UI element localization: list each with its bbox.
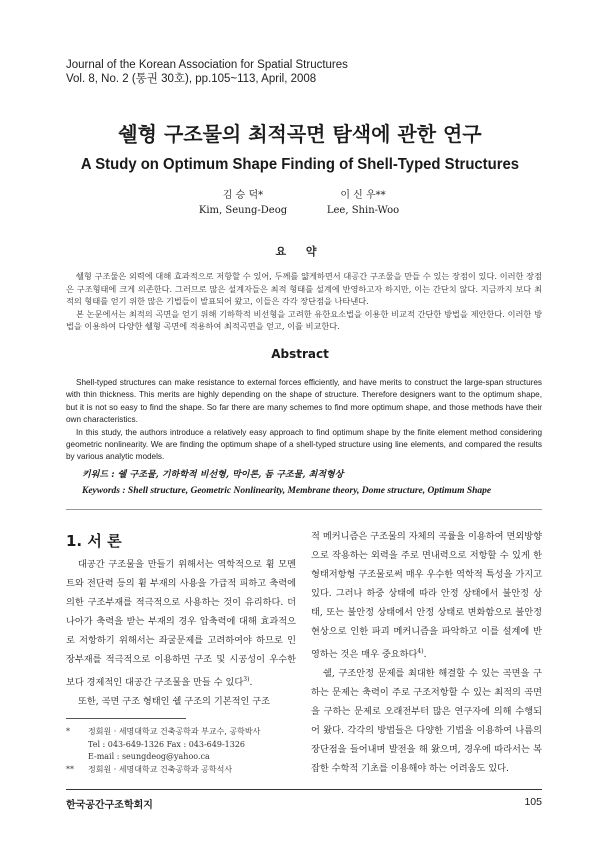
body-left-column — [66, 555, 296, 711]
footnote-rule — [66, 718, 186, 719]
footnote-phone: Tel : 043-649-1326 Fax : 043-649-1326 — [88, 739, 246, 749]
footnote-1 — [66, 726, 306, 739]
body-paragraph: 쉘, 구조안정 문제를 최대한 해결할 수 있는 곡면을 구하는 문제는 축력이 주로 구조저항할 수 있는 최적의 곡면을 구하는 문제로 오래전부터 많은 연구자에 의해 수행되어 왔다. 각각의 방법들은 다양한 기법을 이용하여 나름의 장단점을 들어내며 발전을 해 왔으며, 경우에 따라서는 복잡한 수학적 기초를 이용해야 하는 어려움도 있다. — [311, 667, 542, 775]
author-2-name-ko: 이 신 우** — [340, 190, 386, 201]
footnote-2 — [66, 764, 306, 777]
korean-abstract-para-1: 쉘형 구조물은 외력에 대해 효과적으로 저항할 수 있어, 두께를 얇게하면서 대공간 구조물을 만들 수 있는 장점이 있다. 이러한 장점은 구조형태에 크게 의존한다. 그러므로 많은 설계자들은 최적 형태를 설계에 반영하고자 하지만, 이는 간단치 않다. 지금까지 보다 최적의 형태를 얻기 위한 많은 기법들이 발표되어 왔고, 이들은 각각 장단점을 나타낸다. — [66, 271, 542, 307]
footer-rule — [66, 789, 542, 790]
footnote-affiliation: 정회원 · 세명대학교 건축공학과 부교수, 공학박사 — [88, 727, 261, 736]
abstract-heading: Abstract — [271, 347, 329, 361]
citation-ref: 4) — [417, 647, 424, 655]
footnote-marker: * — [66, 727, 70, 736]
author-2-name-en: Lee, Shin-Woo — [326, 205, 400, 216]
page-number: 105 — [524, 796, 542, 808]
section-1-heading: 1. 서 론 — [66, 532, 122, 550]
footnote-affiliation: 정회원 · 세명대학교 건축공학과 공학석사 — [88, 765, 233, 775]
section-divider — [66, 509, 542, 510]
footnote-marker: ** — [66, 765, 74, 775]
footnote-email: E-mail : seungdeog@yahoo.ca — [88, 752, 210, 762]
body-paragraph: 대공간 구조물을 만들기 위해서는 역학적으로 휨 모멘트와 전단력 등의 휨 부재의 사용을 가급적 피하고 축력에 의한 구조부재를 적극적으로 사용하는 것이 유리하다. 더 나아가 축력을 받는 부재의 경우 압축력에 대해 효과적으로 저항하기 위해서는 좌굴문제를 고려하여야 하므로 인장부재를 적극적으로 이용하면 구조 및 시공성이 우수한 보다 경제적인 대공간 구조물을 만들 수 있다$^{3)}$. — [66, 559, 296, 688]
journal-name: Journal of the Korean Association for Spatial Structures — [66, 59, 348, 71]
journal-header — [66, 58, 348, 86]
abstract-para-2: In this study, the authors introduce a relatively easy approach to find optimum shape by the finite element method considering geometric nonlinearity. We are finding the optimum shape of a shell-typed structure using line elements, and compared the results by various analytic models. — [66, 427, 542, 462]
title-korean: 쉘형 구조물의 최적곡면 탐색에 관한 연구 — [118, 122, 482, 146]
body-paragraph: 적 메커니즘은 구조물의 자체의 곡률을 이용하여 면외방향으로 작용하는 외력을 주로 면내력으로 저항할 수 있게 한 형태저항형 구조물로써 매우 우수한 역학적 특성을 가지고 있다. 그러나 하중 상태에 따라 안정 상태에서 불안정 상태, 또는 불안정 상태에서 안정 상태로 변화함으로 불안정 현상으로 인한 파괴 메커니즘을 파악하고 이를 설계에 반영하는 것은 매우 중요하다$^{4)}$. — [311, 531, 542, 660]
abstract-para-1: Shell-typed structures can make resistance to external forces efficiently, and have merits to construct the large-span structures with thin thickness. This merits are highly depending on the shape of structure. Therefore designers want to the optimum shape, but it is not so easy to find the shape. So far there are many schemes to find more optimum shape, and those methods have their own characteristics. — [66, 378, 542, 425]
author-2 — [283, 188, 443, 218]
author-1-name-en: Kim, Seung-Deog — [198, 205, 288, 216]
footnotes — [66, 726, 306, 777]
footer-journal-name: 한국공간구조학회지 — [66, 800, 153, 811]
english-abstract — [66, 377, 542, 464]
author-1-name-ko: 김 승 덕* — [222, 190, 264, 201]
korean-abstract-heading: 요 약 — [275, 245, 325, 258]
title-english: A Study on Optimum Shape Finding of Shell-Typed Structures — [80, 156, 520, 173]
body-paragraph: 또한, 곡면 구조 형태인 쉘 구조의 기본적인 구조 — [78, 695, 270, 707]
citation-ref: 3) — [243, 675, 250, 683]
keywords-english: Keywords : Shell structure, Geometric Nonlinearity, Membrane theory, Dome structure, Optimum Shape — [82, 486, 492, 496]
journal-volume: Vol. 8, No. 2 (통권 30호), pp.105~113, April, 2008 — [66, 73, 317, 85]
body-right-column — [311, 527, 542, 778]
keywords-korean: 키워드 : 쉘 구조물, 기하학적 비선형, 막이론, 돔 구조물, 최적형상 — [82, 470, 344, 480]
korean-abstract — [66, 270, 542, 333]
korean-abstract-para-2: 본 논문에서는 최적의 곡면을 얻기 위해 기하학적 비선형을 고려한 유한요소법을 이용한 비교적 간단한 방법을 제안한다. 이러한 방법을 이용하여 다양한 쉘형 곡면에 적용하여 최적곡면을 얻고, 이를 비교한다. — [66, 308, 542, 332]
